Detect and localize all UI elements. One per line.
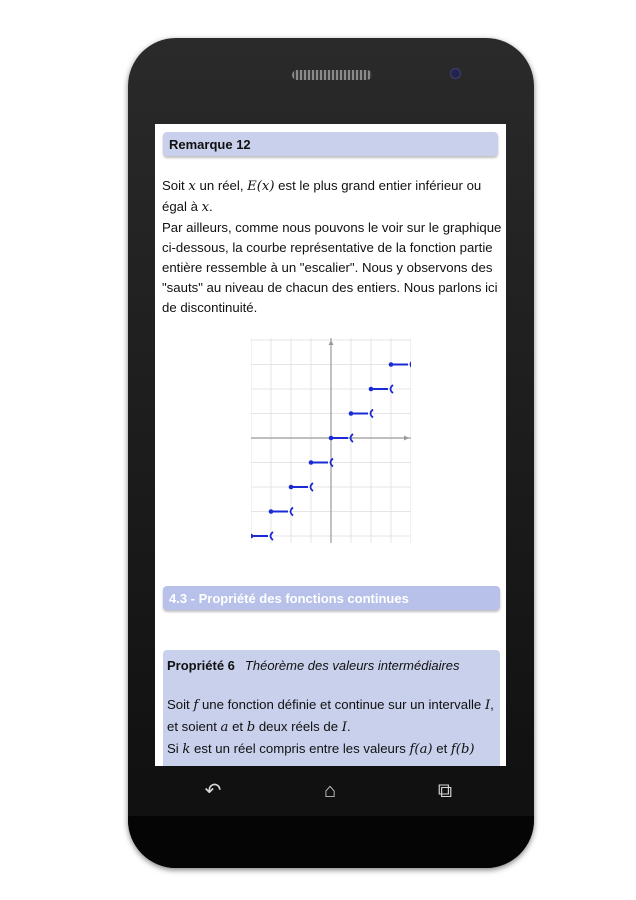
step-open-bracket: [411, 361, 412, 369]
app-screen[interactable]: [155, 124, 506, 766]
navigation-bar: [128, 766, 534, 816]
staircase-explanation: Par ailleurs, comme nous pouvons le voir sur le graphique ci-dessous, la courbe représentative de la fonction partie entière ressemble à un "escalier". Nous y observons des "sauts" au niveau de chacun des entiers. Nous parlons ici de discontinuité.: [162, 220, 502, 315]
front-camera: [450, 68, 461, 79]
speaker-grille: [292, 70, 372, 80]
step-closed-point: [289, 485, 294, 490]
remark-title: Remarque 12: [169, 137, 251, 152]
property-box: [163, 650, 500, 766]
back-icon[interactable]: ↶: [204, 780, 222, 802]
property-header: [167, 658, 460, 673]
step-closed-point: [269, 509, 274, 514]
property-name: Théorème des valeurs intermédiaires: [244, 658, 460, 673]
remark-text: [162, 176, 502, 318]
step-closed-point: [349, 411, 354, 416]
home-icon[interactable]: ⌂: [323, 780, 337, 802]
step-closed-point: [369, 387, 374, 392]
definition-text: Soit x un réel, E(x) est le plus grand entier inférieur ou égal à x.: [162, 178, 482, 215]
phone-chin: [128, 816, 534, 868]
step-closed-point: [389, 362, 394, 367]
floor-function-graph: [251, 338, 411, 543]
property-statement: [167, 694, 497, 760]
step-closed-point: [251, 534, 253, 539]
property-line-1: Soit f une fonction définie et continue sur un intervalle I, et soient a et b deux réels de I.: [167, 697, 494, 735]
y-axis-arrow: [329, 340, 334, 345]
section-header: [163, 586, 500, 610]
property-label: Propriété 6: [167, 658, 235, 673]
step-closed-point: [329, 436, 334, 441]
section-title: 4.3 - Propriété des fonctions continues: [169, 591, 409, 606]
remark-header: [163, 132, 498, 156]
x-axis-arrow: [404, 436, 409, 441]
recent-apps-icon[interactable]: ⧉: [437, 780, 453, 802]
property-line-2: Si k est un réel compris entre les valeurs f(a) et f(b): [167, 741, 475, 757]
step-closed-point: [309, 460, 314, 465]
